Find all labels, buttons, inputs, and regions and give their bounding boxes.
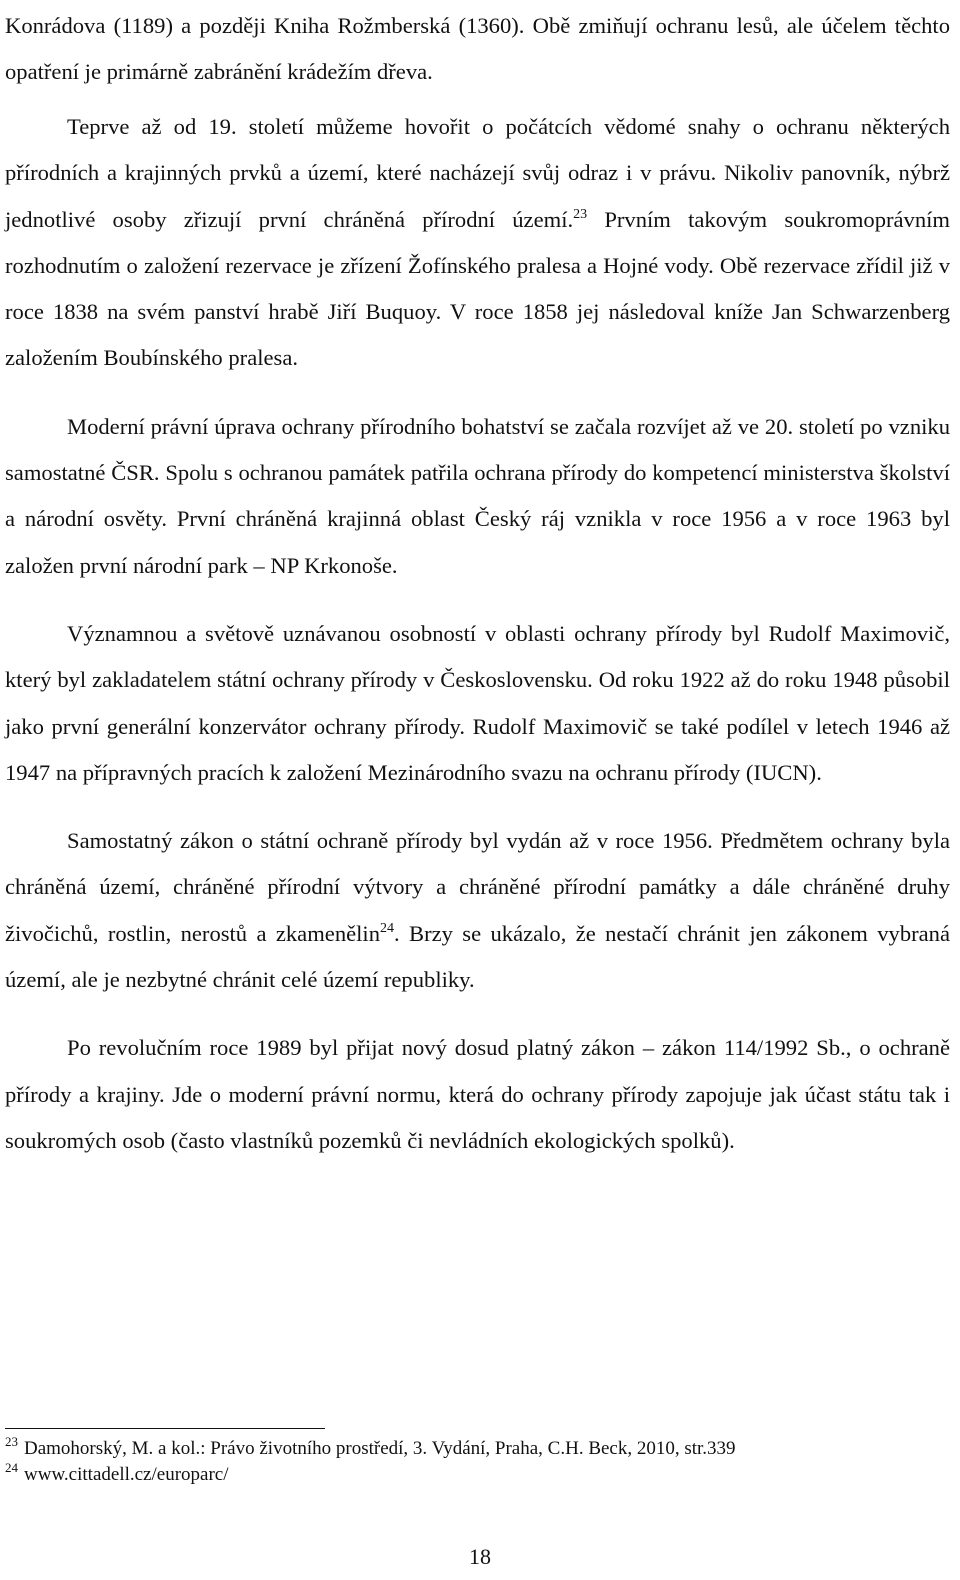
- footnote-number: 23: [5, 1434, 18, 1449]
- footnote-ref-23: 23: [573, 206, 588, 222]
- footnote-23: [5, 1436, 950, 1462]
- paragraph-after-1989: Po revolučním roce 1989 byl přijat nový dosud platný zákon – zákon 114/1992 Sb., o ochraně přírody a krajiny. Jde o moderní právní normu, která do ochrany přírody zapojuje jak účast státu tak i soukromých osob (často vlastníků pozemků či nevládních ekologických spolků).: [5, 1035, 950, 1153]
- footnote-text: Damohorský, M. a kol.: Právo životního prostředí, 3. Vydání, Praha, C.H. Beck, 2010, str.339: [24, 1438, 736, 1459]
- footnote-link[interactable]: www.cittadell.cz/europarc/: [24, 1464, 229, 1485]
- paragraph-gap: [5, 796, 950, 818]
- paragraph-gap: [5, 382, 950, 404]
- paragraph-continued: Konrádova (1189) a později Kniha Rožmberská (1360). Obě zmiňují ochranu lesů, ale účelem těchto opatření je primárně zabránění krádežím dřeva.: [5, 13, 950, 85]
- paragraph-20th-century: Moderní právní úprava ochrany přírodního bohatství se začala rozvíjet až ve 20. století po vzniku samostatné ČSR. Spolu s ochranou památek patřila ochrana přírody do kompetencí ministerstva školství a národní osvěty. První chráněná krajinná oblast Český ráj vznikla v roce 1956 a v roce 1963 byl založen první národní park – NP Krkonoše.: [5, 413, 950, 578]
- body-text-top: [5, 3, 950, 96]
- paragraph-19th-century: [5, 104, 950, 382]
- page-number: 18: [469, 1544, 491, 1569]
- footnotes: [5, 1436, 950, 1488]
- paragraph-text: . Brzy se ukázalo, že nestačí chránit jen zákonem vybraná území, ale je nezbytné chránit celé území republiky.: [5, 920, 950, 993]
- paragraph-gap: [5, 589, 950, 611]
- paragraph-law-1956: [5, 818, 950, 1003]
- footnote-separator: [5, 1428, 325, 1429]
- footnote-ref-24: 24: [380, 920, 394, 936]
- paragraph-text: Prvním takovým soukromoprávním rozhodnutím o založení rezervace je zřízení Žofínského pralesa a Hojné vody. Obě rezervace zřídil již v roce 1838 na svém panství hrabě Jiří Buquoy. V roce 1858 jej následoval kníže Jan Schwarzenberg založením Boubínského pralesa.: [5, 206, 951, 371]
- paragraph-maximovic: Významnou a světově uznávanou osobností v oblasti ochrany přírody byl Rudolf Maximovič, který byl zakladatelem státní ochrany přírody v Československu. Od roku 1922 až do roku 1948 působil jako první generální konzervátor ochrany přírody. Rudolf Maximovič se také podílel v letech 1946 až 1947 na přípravných pracích k založení Mezinárodního svazu na ochranu přírody (IUCN).: [5, 620, 950, 785]
- footnote-number: 24: [5, 1460, 18, 1475]
- footnote-24: [5, 1462, 950, 1488]
- paragraph-text: Samostatný zákon o státní ochraně přírody byl vydán až v roce 1956. Předmětem ochrany byla chráněná území, chráněné přírodní výtvory a chráněné přírodní památky a dále chráněné druhy živočichů, rostlin, nerostů a zkamenělin: [5, 828, 950, 946]
- paragraph-gap: [5, 1003, 950, 1025]
- body-text-main: [5, 104, 950, 1164]
- paragraph-text: Teprve až od 19. století můžeme hovořit o počátcích vědomé snahy o ochranu některých přírodních a krajinných prvků a území, které nacházejí svůj odraz i v právu. Nikoliv panovník, nýbrž jednotlivé osoby zřizují první chráněná přírodní území.: [5, 114, 950, 232]
